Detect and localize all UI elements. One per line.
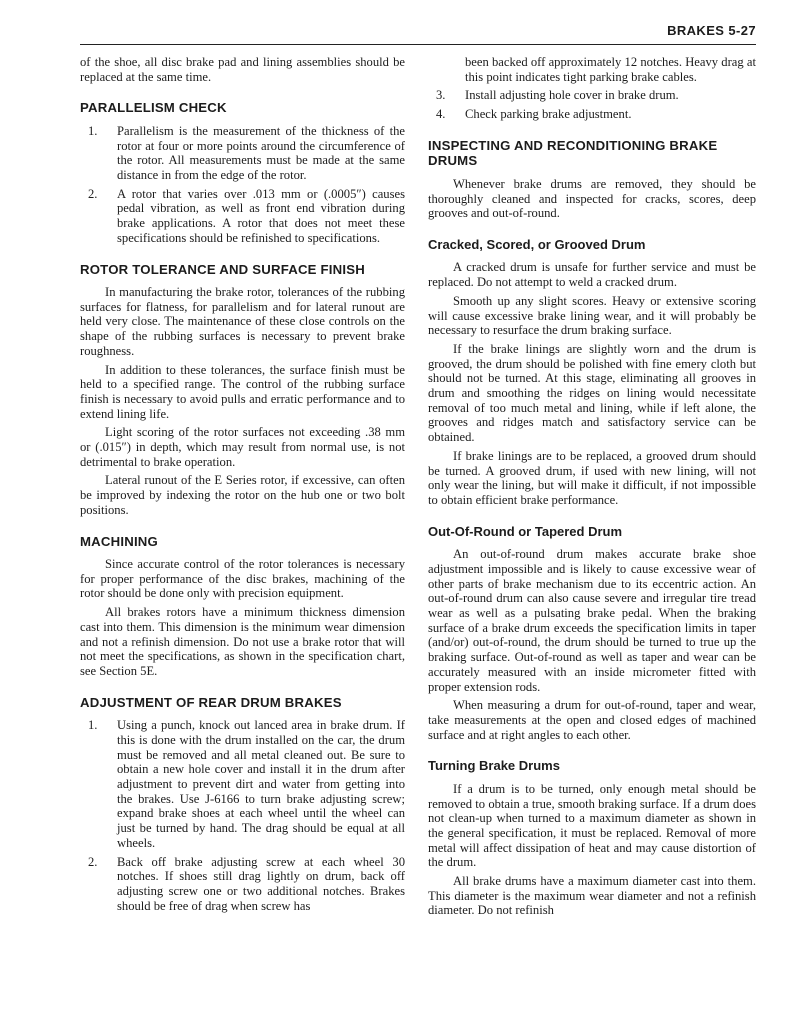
list-text: Using a punch, knock out lanced area in brake drum. If this is done with the drum installed on the car, the drum must be removed and all metal cleaned out. Be sure to obtain a new hole cover and install it in the drum after adjustment to prevent dirt and water from getting into the brakes. Use J-6166 to turn brake adjusting screw; expand brake shoes at each wheel until the wheel can just be turned by hand. The drag should be equal at all wheels. bbox=[117, 718, 405, 850]
out-of-round-heading: Out-Of-Round or Tapered Drum bbox=[428, 523, 623, 539]
body-paragraph: In manufacturing the brake rotor, tolerances of the rubbing surfaces for flatness, for parallelism and for lateral runout are held very close. The maintenance of these close controls on the shape of the rubbing surfaces is necessary to prevent brake roughness. bbox=[80, 285, 405, 358]
body-paragraph: In addition to these tolerances, the surface finish must be held to a specified range. The control of the rubbing surface finish is necessary to avoid pulls and erratic performance and to extend lining life. bbox=[80, 362, 405, 421]
rotor-tolerance-heading: ROTOR TOLERANCE AND SURFACE FINISH bbox=[80, 261, 365, 277]
list-text: A rotor that varies over .013 mm or (.0005″) causes pedal vibration, as well as front end vibration during brake applications. A rotor that does not meet these specifications should be refinished to specifications. bbox=[117, 186, 405, 245]
left-column bbox=[80, 55, 405, 913]
cracked-heading: Cracked, Scored, or Grooved Drum bbox=[428, 236, 646, 252]
machining-heading: MACHINING bbox=[80, 533, 158, 549]
list-text: Parallelism is the measurement of the thickness of the rotor at four or more points around the circumference of the rotor. All measurements must be made at the same distance in from the edge of the rotor. bbox=[117, 123, 405, 183]
parallelism-list bbox=[80, 124, 405, 246]
list-item bbox=[80, 718, 405, 850]
list-text: Install adjusting hole cover in brake drum. bbox=[465, 88, 679, 103]
body-paragraph: If the brake linings are slightly worn and the drum is grooved, the drum should be polished with fine emery cloth but should not be turned. At this stage, eliminating all grooves in drum and smoothing the ridges on lining would necessitate removal of too much metal and lining, while if left alone, the grooves and ridges match and satisfactory service can be obtained. bbox=[428, 341, 756, 445]
list-item bbox=[80, 124, 405, 183]
adjustment-heading: ADJUSTMENT OF REAR DRUM BRAKES bbox=[80, 694, 342, 710]
parallelism-heading: PARALLELISM CHECK bbox=[80, 100, 227, 116]
body-paragraph: Whenever brake drums are removed, they should be thoroughly cleaned and inspected for cracks, scores, deep grooves and out-of-round. bbox=[428, 176, 756, 221]
body-paragraph: When measuring a drum for out-of-round, taper and wear, take measurements at the open and closed edges of machined surface and at right angles to each other. bbox=[428, 698, 756, 742]
turning-heading: Turning Brake Drums bbox=[428, 758, 560, 774]
body-paragraph: All brake drums have a maximum diameter cast into them. This diameter is the maximum wear diameter and not a refinish diameter. Do not refinish bbox=[428, 874, 756, 918]
list-item bbox=[80, 187, 405, 246]
body-paragraph: Light scoring of the rotor surfaces not exceeding .38 mm or (.015″) in depth, which may result from normal use, is not detrimental to brake operation. bbox=[80, 425, 405, 469]
body-paragraph: Since accurate control of the rotor tolerances is necessary for proper performance of the disc brakes, machining of the rotor should be done only with precision equipment. bbox=[80, 557, 405, 601]
list-item bbox=[80, 855, 405, 914]
continued-list bbox=[428, 55, 756, 122]
page-header-title: BRAKES 5-27 bbox=[667, 23, 756, 38]
list-item bbox=[428, 107, 756, 122]
page-header bbox=[80, 20, 756, 45]
list-item-continued bbox=[428, 55, 756, 84]
list-text: Back off brake adjusting screw at each wheel 30 notches. If shoes still drag lightly on drum, back off adjusting screw one or two additional notches. Brakes should be free of drag when screw has bbox=[117, 854, 405, 913]
list-item bbox=[428, 88, 756, 103]
list-number: 3. bbox=[436, 88, 446, 103]
list-number: 1. bbox=[88, 123, 98, 138]
list-text: been backed off approximately 12 notches. Heavy drag at this point indicates tight parking brake cables. bbox=[465, 55, 756, 84]
body-paragraph: Smooth up any slight scores. Heavy or extensive scoring will cause excessive brake lining wear, and it will probably be necessary to resurface the drum braking surface. bbox=[428, 293, 756, 338]
right-column bbox=[428, 55, 756, 918]
body-paragraph: If brake linings are to be replaced, a grooved drum should be turned. A grooved drum, if used with new lining, will not only wear the lining, but will make it difficult, if not impossible to obtain efficient brake performance. bbox=[428, 448, 756, 507]
list-number: 2. bbox=[88, 186, 98, 201]
body-paragraph: If a drum is to be turned, only enough metal should be removed to obtain a true, smooth braking surface. If a drum does not clean-up when turned to a maximum diameter as shown in the general specification, it must be replaced. Removal of more metal will affect dissipation of heat and may cause distortion of the drum. bbox=[428, 781, 756, 870]
body-paragraph: Lateral runout of the E Series rotor, if excessive, can often be improved by indexing the rotor on the hub one or two bolt positions. bbox=[80, 473, 405, 517]
intro-paragraph: of the shoe, all disc brake pad and lining assemblies should be replaced at the same time. bbox=[80, 55, 405, 84]
body-paragraph: A cracked drum is unsafe for further service and must be replaced. Do not attempt to weld a cracked drum. bbox=[428, 260, 756, 290]
list-number: 2. bbox=[88, 854, 98, 869]
list-number: 4. bbox=[436, 107, 446, 122]
adjustment-list bbox=[80, 718, 405, 913]
list-number: 1. bbox=[88, 718, 98, 733]
list-text: Check parking brake adjustment. bbox=[465, 107, 632, 122]
body-paragraph: An out-of-round drum makes accurate brake shoe adjustment impossible and is likely to cause excessive wear of other parts of brake mechanism due to its eccentric action. An out-of-round drum can also cause severe and irregular tire tread wear as well as a pulsating brake pedal. When the braking surface of a brake drum exceeds the specification limits in taper (and/or) out-of-round, the drum should be turned to true up the braking surface. Out-of-round as well as taper and wear can be accurately measured with an inside micrometer fitted with proper extension rods. bbox=[428, 547, 756, 694]
body-paragraph: All brakes rotors have a minimum thickness dimension cast into them. This dimension is the minimum wear dimension and not a refinish dimension. Do not use a brake rotor that will not meet the specifications, as shown in the specification chart, see Section 5E. bbox=[80, 605, 405, 678]
inspecting-heading: INSPECTING AND RECONDITIONING BRAKE DRUMS bbox=[428, 137, 718, 169]
